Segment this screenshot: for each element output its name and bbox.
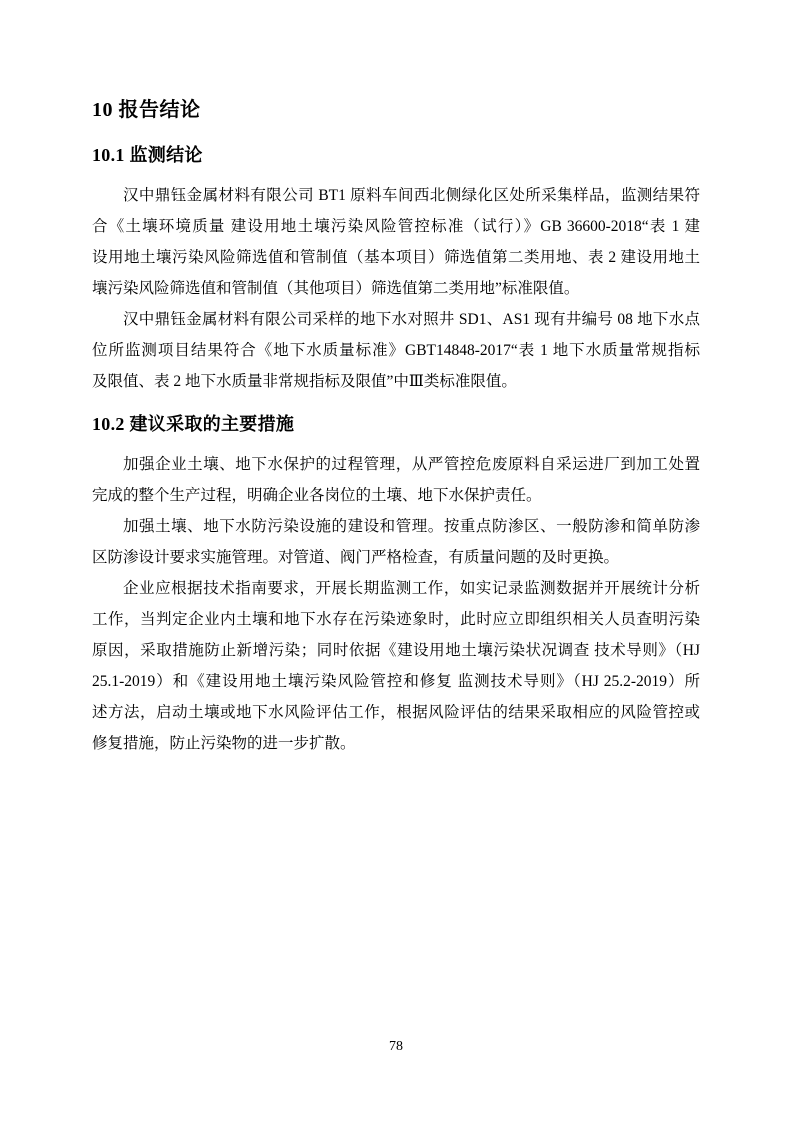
paragraph-line: 汉中鼎钰金属材料有限公司采样的地下水对照井 SD1、AS1 现有井编号 08 地下水点 [123,311,700,328]
section-10-2-body [92,449,700,759]
paragraph-line: 壤污染风险筛选值和管制值（其他项目）筛选值第二类用地”标准限值。 [92,280,580,297]
section-heading-10-1: 10.1 监测结论 [92,145,203,165]
paragraph-line: 及限值、表 2 地下水质量非常规指标及限值”中Ⅲ类标准限值。 [92,373,517,390]
paragraph [92,573,700,759]
paragraph-line: 加强企业土壤、地下水保护的过程管理，从严管控危废原料自采运进厂到加工处置 [123,456,700,473]
document-content [92,96,700,759]
paragraph [92,304,700,397]
paragraph-line: 设用地土壤污染风险筛选值和管制值（基本项目）筛选值第二类用地、表 2 建设用地土 [92,249,700,266]
paragraph-line: 原因，采取措施防止新增污染；同时依据《建设用地土壤污染状况调查 技术导则》（HJ [92,642,700,659]
paragraph-line: 汉中鼎钰金属材料有限公司 BT1 原料车间西北侧绿化区处所采集样品，监测结果符 [123,187,700,204]
paragraph [92,449,700,511]
paragraph-line: 工作，当判定企业内土壤和地下水存在污染迹象时，此时应立即组织相关人员查明污染 [92,611,700,628]
section-heading-10-2: 10.2 建议采取的主要措施 [92,414,295,434]
paragraph-line: 位所监测项目结果符合《地下水质量标准》GBT14848-2017“表 1 地下水质量常规指标 [92,342,700,359]
paragraph-line: 述方法，启动土壤或地下水风险评估工作，根据风险评估的结果采取相应的风险管控或 [92,704,700,721]
page-number: 78 [389,1039,403,1054]
paragraph-line: 企业应根据技术指南要求，开展长期监测工作，如实记录监测数据并开展统计分析 [123,580,700,597]
paragraph-line: 修复措施，防止污染物的进一步扩散。 [92,735,356,752]
paragraph-line: 加强土壤、地下水防污染设施的建设和管理。按重点防渗区、一般防渗和简单防渗 [123,518,700,535]
paragraph [92,511,700,573]
paragraph-line: 合《土壤环境质量 建设用地土壤污染风险管控标准（试行）》GB 36600-2018“表 1 建 [92,218,700,235]
paragraph-line: 25.1-2019）和《建设用地土壤污染风险管控和修复 监测技术导则》（HJ 25.2-2019）所 [92,673,700,690]
paragraph-line: 区防渗设计要求实施管理。对管道、阀门严格检查，有质量问题的及时更换。 [92,549,620,566]
paragraph [92,180,700,304]
chapter-heading: 10 报告结论 [92,99,201,121]
paragraph-line: 完成的整个生产过程，明确企业各岗位的土壤、地下水保护责任。 [92,487,542,504]
section-10-1-body [92,180,700,397]
